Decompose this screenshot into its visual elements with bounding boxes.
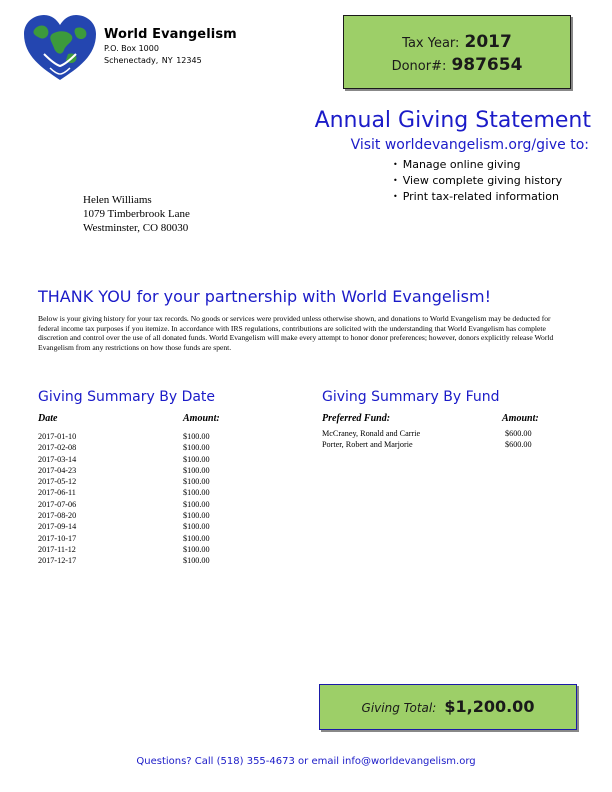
disclaimer-paragraph: Below is your giving history for your tax records. No goods or services were provided unless otherwise shown, and donations to World Evangelism may be deducted for federal income tax purposes if you itemize. In accordance with IRS regulations, contributions are solicited with the understanding that World Evangelism has complete discretion and control over the use of all donated funds. World Evangelism will make every attempt to honor donor preferences; however, donors explicitly release World Evangelism from any restrictions on how those funds are spent. bbox=[38, 314, 554, 352]
table-row bbox=[38, 432, 238, 443]
org-name: World Evangelism bbox=[104, 27, 237, 42]
amount-cell: $600.00 bbox=[505, 429, 532, 438]
table-row bbox=[38, 500, 238, 511]
table-row bbox=[38, 511, 238, 522]
org-address-line1: P.O. Box 1000 bbox=[104, 44, 159, 53]
amount-cell: $100.00 bbox=[183, 522, 210, 532]
amount-cell: $100.00 bbox=[183, 499, 210, 509]
benefit-item: • View complete giving history bbox=[393, 173, 562, 189]
benefit-item: • Print tax-related information bbox=[393, 189, 562, 205]
table-row bbox=[38, 534, 238, 545]
amount-cell: $600.00 bbox=[505, 440, 532, 450]
date-cell: 2017-07-06 bbox=[38, 499, 77, 509]
table-row bbox=[322, 440, 572, 451]
benefit-item: • Manage online giving bbox=[393, 157, 562, 173]
donor-number-row bbox=[344, 55, 570, 75]
by-date-title: Giving Summary By Date bbox=[38, 389, 216, 405]
statement-title: Annual Giving Statement bbox=[314, 108, 591, 133]
fund-cell: McCraney, Ronald and Carrie bbox=[322, 429, 421, 438]
tax-info-box bbox=[343, 15, 571, 89]
benefits-list bbox=[393, 157, 562, 205]
footer-contact: Questions? Call (518) 355-4673 or email info@worldevangelism.org bbox=[136, 756, 476, 767]
donor-number-label: Donor#: bbox=[391, 59, 447, 74]
recipient-name: Helen Williams bbox=[83, 194, 152, 206]
date-cell: 2017-02-08 bbox=[38, 443, 77, 453]
thank-you-heading: THANK YOU for your partnership with World Evangelism! bbox=[38, 287, 491, 306]
donor-number-value: 987654 bbox=[451, 55, 523, 75]
giving-total-box bbox=[319, 684, 577, 730]
recipient-address bbox=[83, 193, 190, 235]
amount-cell: $100.00 bbox=[183, 533, 210, 543]
date-cell: 2017-05-12 bbox=[38, 477, 77, 487]
giving-total-label: Giving Total: bbox=[361, 701, 437, 715]
date-cell: 2017-09-14 bbox=[38, 522, 77, 532]
statement-visit-link[interactable]: Visit worldevangelism.org/give to: bbox=[350, 137, 589, 153]
date-cell: 2017-08-20 bbox=[38, 511, 77, 521]
by-fund-table bbox=[322, 429, 572, 452]
tax-year-row bbox=[344, 32, 570, 52]
fund-amount-column-header: Amount: bbox=[502, 413, 539, 424]
recipient-street: 1079 Timberbrook Lane bbox=[83, 208, 190, 220]
table-row bbox=[38, 455, 238, 466]
giving-total-value: $1,200.00 bbox=[444, 697, 535, 716]
table-row bbox=[38, 443, 238, 454]
table-row bbox=[38, 466, 238, 477]
amount-cell: $100.00 bbox=[183, 488, 210, 498]
amount-cell: $100.00 bbox=[183, 443, 210, 453]
date-cell: 2017-10-17 bbox=[38, 533, 77, 543]
date-column-header: Date bbox=[38, 413, 58, 424]
org-address-line2: Schenectady, NY 12345 bbox=[104, 56, 202, 65]
heart-globe-hands-icon bbox=[22, 14, 98, 82]
fund-cell: Porter, Robert and Marjorie bbox=[322, 440, 413, 450]
date-amount-column-header: Amount: bbox=[183, 413, 220, 424]
table-row bbox=[38, 545, 238, 556]
table-row bbox=[38, 488, 238, 499]
amount-cell: $100.00 bbox=[183, 544, 210, 554]
fund-column-header: Preferred Fund: bbox=[322, 413, 391, 424]
date-cell: 2017-01-10 bbox=[38, 432, 77, 441]
amount-cell: $100.00 bbox=[183, 465, 210, 475]
amount-cell: $100.00 bbox=[183, 477, 210, 487]
table-row bbox=[38, 522, 238, 533]
by-date-table bbox=[38, 432, 238, 568]
amount-cell: $100.00 bbox=[183, 511, 210, 521]
date-cell: 2017-06-11 bbox=[38, 488, 76, 498]
date-cell: 2017-03-14 bbox=[38, 454, 77, 464]
recipient-city: Westminster, CO 80030 bbox=[83, 222, 189, 234]
date-cell: 2017-04-23 bbox=[38, 465, 77, 475]
table-row bbox=[38, 477, 238, 488]
date-cell: 2017-12-17 bbox=[38, 556, 77, 566]
amount-cell: $100.00 bbox=[183, 556, 210, 566]
table-row bbox=[322, 429, 572, 440]
amount-cell: $100.00 bbox=[183, 454, 210, 464]
by-fund-title: Giving Summary By Fund bbox=[322, 389, 500, 405]
date-cell: 2017-11-12 bbox=[38, 544, 76, 554]
tax-year-label: Tax Year: bbox=[402, 36, 460, 51]
table-row bbox=[38, 556, 238, 567]
amount-cell: $100.00 bbox=[183, 432, 210, 441]
tax-year-value: 2017 bbox=[464, 32, 512, 52]
